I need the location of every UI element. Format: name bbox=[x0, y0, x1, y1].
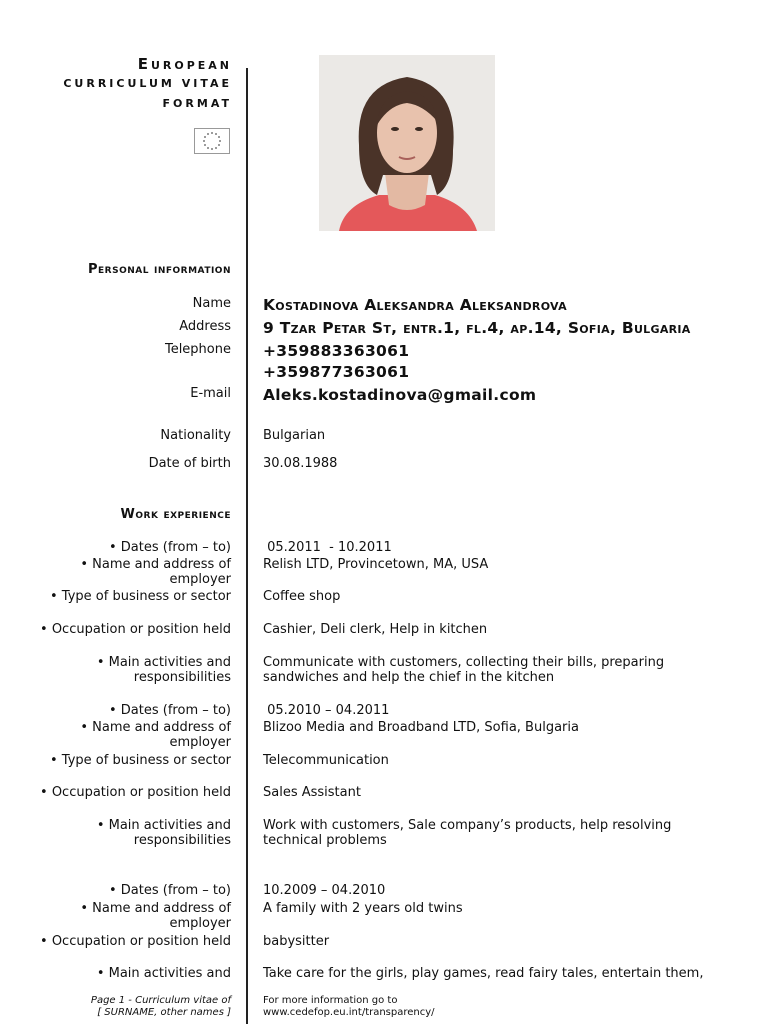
business-label: • Type of business or sector bbox=[50, 753, 231, 768]
entry1-dates: 05.2011 - 10.2011 bbox=[263, 540, 392, 555]
footer-info-line: For more information go to bbox=[263, 995, 398, 1006]
title-line-2: CURRICULUM VITAE bbox=[63, 77, 232, 90]
employer-label: • Name and address of employer bbox=[80, 901, 231, 931]
footer-page-line: Page 1 - Curriculum vitae of bbox=[90, 995, 231, 1006]
name-value: Kostadinova Aleksandra Aleksandrova bbox=[263, 296, 567, 314]
occupation-label: • Occupation or position held bbox=[40, 785, 231, 800]
eu-flag-logo bbox=[194, 128, 230, 154]
address-label: Address bbox=[179, 319, 231, 334]
entry1-employer: Relish LTD, Provincetown, MA, USA bbox=[263, 557, 489, 572]
employer-label: • Name and address of employer bbox=[80, 720, 231, 750]
entry3-occupation: babysitter bbox=[263, 934, 330, 949]
entry2-occupation: Sales Assistant bbox=[263, 785, 361, 800]
employer-label: • Name and address of employer bbox=[80, 557, 231, 587]
title-line-1: European bbox=[137, 55, 232, 73]
telephone-value-2: +359877363061 bbox=[263, 363, 410, 381]
section-work-experience: Work experience bbox=[120, 507, 231, 522]
entry3-employer: A family with 2 years old twins bbox=[263, 901, 463, 916]
footer-page-info bbox=[91, 995, 231, 1019]
entry2-activities: Work with customers, Sale company’s products, help resolving technical problems bbox=[263, 818, 672, 848]
occupation-label: • Occupation or position held bbox=[40, 934, 231, 949]
nationality-value: Bulgarian bbox=[263, 428, 326, 443]
entry3-dates: 10.2009 – 04.2010 bbox=[263, 883, 386, 898]
dob-label: Date of birth bbox=[148, 456, 231, 471]
address-value: 9 Tzar Petar St, entr.1, fl.4, ap.14, Sofia, Bulgaria bbox=[263, 319, 691, 337]
occupation-label: • Occupation or position held bbox=[40, 622, 231, 637]
email-label: E-mail bbox=[190, 386, 231, 401]
name-label: Name bbox=[192, 296, 231, 311]
nationality-label: Nationality bbox=[160, 428, 231, 443]
activities-label: • Main activities and responsibilities bbox=[96, 655, 231, 685]
business-label: • Type of business or sector bbox=[50, 589, 231, 604]
footer-link[interactable]: www.cedefop.eu.int/transparency/ bbox=[263, 1007, 435, 1018]
activities-label: • Main activities and bbox=[96, 966, 231, 981]
dob-value: 30.08.1988 bbox=[263, 456, 338, 471]
footer-name-line: [ SURNAME, other names ] bbox=[97, 1007, 231, 1018]
title-line-3: FORMAT bbox=[162, 97, 232, 110]
footer-more-info bbox=[263, 995, 435, 1019]
entry1-activities: Communicate with customers, collecting their bills, preparing sandwiches and help the chief in the kitchen bbox=[263, 655, 665, 685]
entry2-dates: 05.2010 – 04.2011 bbox=[263, 703, 390, 718]
dates-label: • Dates (from – to) bbox=[109, 883, 231, 898]
entry2-employer: Blizoo Media and Broadband LTD, Sofia, Bulgaria bbox=[263, 720, 579, 735]
telephone-value-1: +359883363061 bbox=[263, 342, 410, 360]
telephone-label: Telephone bbox=[164, 342, 231, 357]
dates-label: • Dates (from – to) bbox=[109, 703, 231, 718]
cv-format-title bbox=[63, 54, 232, 114]
activities-label: • Main activities and responsibilities bbox=[96, 818, 231, 848]
entry1-occupation: Cashier, Deli clerk, Help in kitchen bbox=[263, 622, 488, 637]
entry1-business: Coffee shop bbox=[263, 589, 341, 604]
vertical-divider bbox=[246, 68, 248, 1024]
section-personal-information: Personal information bbox=[87, 262, 231, 277]
entry2-business: Telecommunication bbox=[263, 753, 389, 768]
entry3-activities: Take care for the girls, play games, read fairy tales, entertain them, bbox=[263, 966, 704, 981]
dates-label: • Dates (from – to) bbox=[109, 540, 231, 555]
profile-photo bbox=[319, 55, 495, 231]
email-value: Aleks.kostadinova@gmail.com bbox=[263, 386, 537, 404]
